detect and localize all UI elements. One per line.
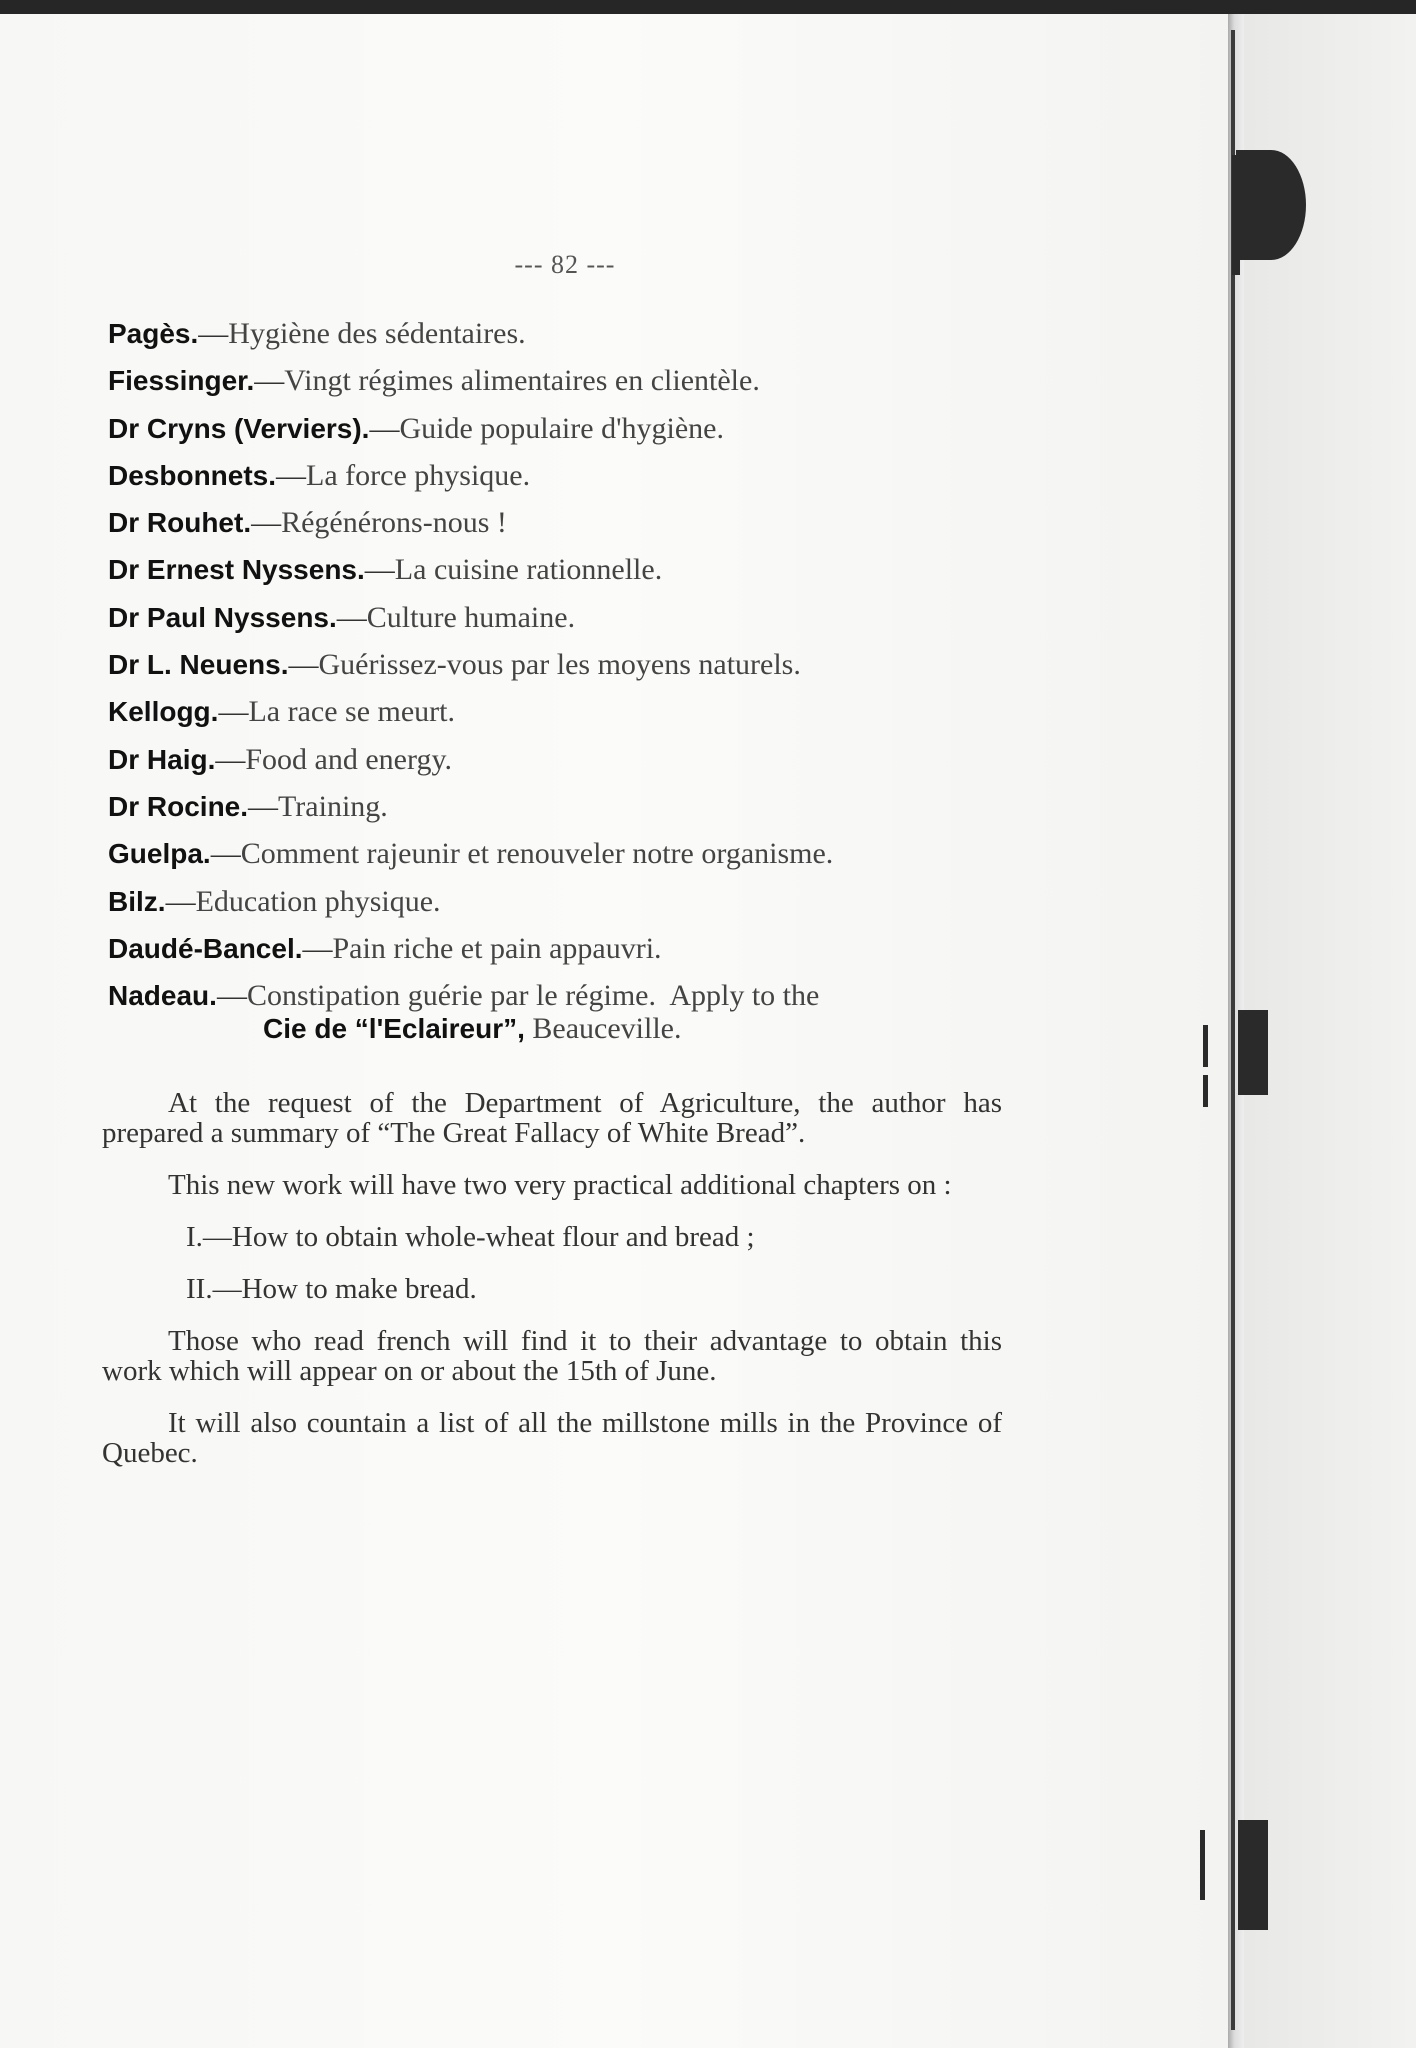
adjacent-page [1244,14,1416,2048]
paragraph: Those who read french will find it to their advantage to obtain this work which will appear on or about the 15th of June. [102,1325,1002,1387]
entry-title: Guérissez-vous par les moyens naturels. [318,648,801,682]
binding-mark [1200,1830,1205,1900]
entry-author: Pagès. [108,318,199,349]
entry-title: Comment rajeunir et renouveler notre organisme. [240,837,834,871]
entry-author: Daudé-Bancel. [108,932,303,964]
entry-author: Kellogg. [108,696,219,728]
bibliography-entry: Dr L. Neuens.—Guérissez-vous par les moyens naturels. [108,648,801,682]
bibliography-entry: Desbonnets.—La force physique. [108,458,531,492]
binding-mark [1236,150,1306,260]
entry-author: Dr Haig. [108,743,216,775]
bibliography-entry: Dr Rouhet.—Régénérons-nous ! [108,506,507,540]
paragraph: At the request of the Department of Agriculture, the author has prepared a summary of “The Great Fallacy of White Bread”. [102,1087,1002,1149]
bibliography-entry: Guelpa.—Comment rajeunir et renouveler notre organisme. [108,837,834,871]
bibliography-entry: Dr Ernest Nyssens.—La cuisine rationnelle. [108,553,663,587]
entry-author: Dr L. Neuens. [108,649,289,681]
page-edge-line [1231,30,1235,2030]
bibliography-entry: Dr Cryns (Verviers).—Guide populaire d'hygiène. [108,411,724,445]
bibliography-entry: Bilz.—Education physique. [108,884,441,918]
chapter-item: II.—How to make bread. [186,1273,477,1305]
entry-note: Apply to the [669,979,820,1013]
announcement-text [102,1088,1002,1490]
binding-mark [1203,1025,1208,1067]
paragraph: This new work will have two very practical additional chapters on : [168,1169,952,1201]
bibliography-entry: Kellogg.—La race se meurt. [108,695,455,729]
entry-author: Guelpa. [108,838,211,870]
publisher-name: Cie de “l'Eclaireur”, [263,1013,525,1045]
entry-title: La force physique. [306,458,531,492]
bibliography-entry: Fiessinger.—Vingt régimes alimentaires en clientèle. [108,364,760,398]
entry-author: Dr Cryns (Verviers). [108,412,370,444]
entry-title: Training. [278,789,388,823]
entry-title: La race se meurt. [248,695,455,729]
entry-title: Guide populaire d'hygiène. [399,411,724,445]
publisher-city: Beauceville. [532,1012,682,1046]
entry-title: Constipation guérie par le régime. [246,979,656,1013]
binding-mark [1203,1075,1208,1107]
bibliography-entry: Dr Haig.—Food and energy. [108,742,452,776]
entry-title: La cuisine rationnelle. [394,553,663,587]
entry-author: Fiessinger. [108,365,255,397]
entry-author: Dr Ernest Nyssens. [108,554,365,586]
bibliography-entry: Nadeau.—Constipation guérie par le régime. Apply to the [108,979,820,1013]
entry-author: Bilz. [108,885,166,917]
chapter-item: I.—How to obtain whole-wheat flour and bread ; [186,1221,755,1253]
binding-mark [1238,1010,1268,1095]
entry-title: Culture humaine. [366,600,576,634]
entry-title: Vingt régimes alimentaires en clientèle. [284,364,760,398]
entry-author: Desbonnets. [108,459,277,491]
binding-mark [1238,1820,1268,1930]
entry-author: Nadeau. [108,980,217,1012]
entry-title: Hygiène des sédentaires. [228,317,526,350]
paragraph: It will also countain a list of all the millstone mills in the Province of Quebec. [102,1407,1002,1469]
bibliography-list [108,310,1028,1047]
bibliography-entry: Dr Rocine.—Training. [108,789,388,823]
binding-mark [1232,155,1240,275]
entry-author: Dr Paul Nyssens. [108,601,337,633]
page-number: --- 82 --- [514,250,616,279]
entry-title: Pain riche et pain appauvri. [332,931,662,965]
entry-title: Food and energy. [245,742,452,776]
entry-title: Education physique. [195,884,441,918]
bibliography-entry: Daudé-Bancel.—Pain riche et pain appauvri. [108,931,662,965]
entry-title: Régénérons-nous ! [281,506,507,540]
bibliography-entry: Dr Paul Nyssens.—Culture humaine. [108,600,576,634]
entry-author: Dr Rouhet. [108,507,252,539]
bibliography-entry: Pagès.—Hygiène des sédentaires. [108,317,526,350]
entry-author: Dr Rocine. [108,790,249,822]
